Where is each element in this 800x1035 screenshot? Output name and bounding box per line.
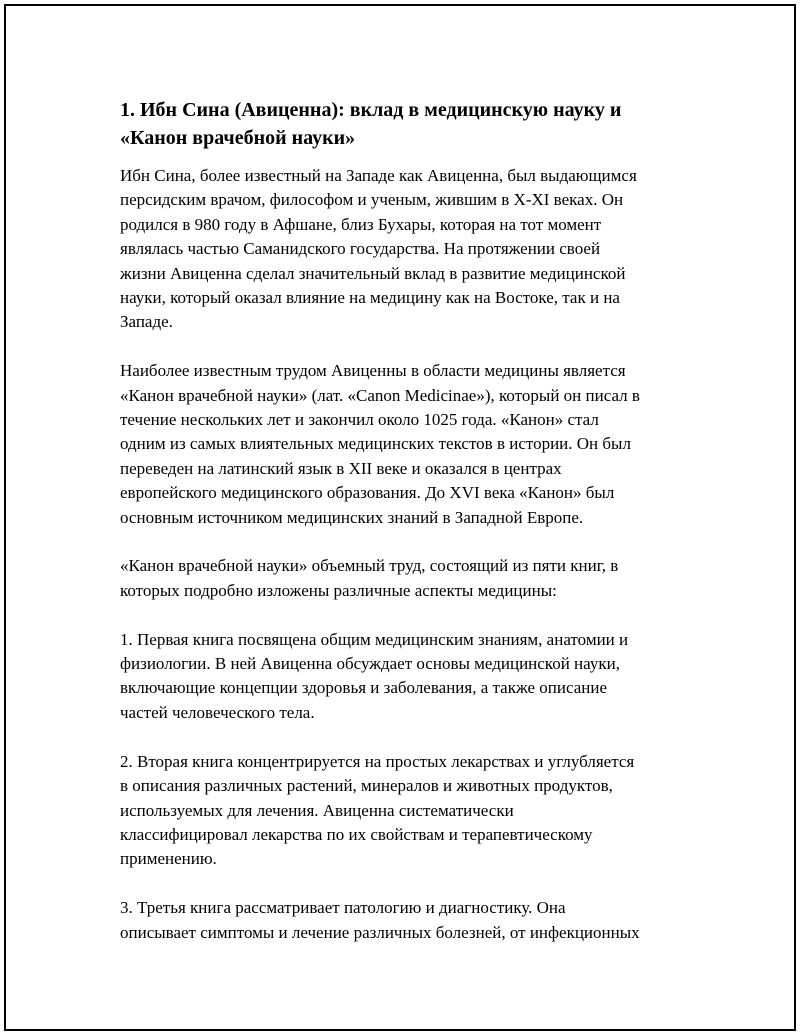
text-line: Западе. [120,312,173,332]
paragraph-intro [120,164,700,335]
text-line: 2. Вторая книга концентрируется на простых лекарствах и углубляется [120,751,635,771]
text-line: европейского медицинского образования. До XVI века «Канон» был [120,483,615,503]
text-line: классифицировал лекарства по их свойствам и терапевтическому [120,824,593,844]
document-page [4,4,796,1031]
text-line: «Канон врачебной науки» (лат. «Canon Medicinae»), который он писал в [120,385,640,405]
paragraph-book-2 [120,750,700,872]
document-body [120,96,700,969]
heading-line: «Канон врачебной науки» [120,127,356,149]
text-line: переведен на латинский язык в XII веке и оказался в центрах [120,458,562,478]
text-line: течение нескольких лет и закончил около 1025 года. «Канон» стал [120,410,599,430]
text-line: которых подробно изложены различные аспекты медицины: [120,580,557,600]
text-line: описывает симптомы и лечение различных болезней, от инфекционных [120,922,640,942]
text-line: включающие концепции здоровья и заболевания, а также описание [120,678,607,698]
text-line: 1. Первая книга посвящена общим медицинским знаниям, анатомии и [120,629,629,649]
text-line: науки, который оказал влияние на медицину как на Востоке, так и на [120,288,620,308]
text-line: основным источником медицинских знаний в Западной Европе. [120,507,584,527]
text-line: используемых для лечения. Авиценна систематически [120,800,514,820]
paragraph-canon [120,359,700,530]
text-line: в описания различных растений, минералов и животных продуктов, [120,776,613,796]
text-line: Ибн Сина, более известный на Западе как Авиценна, был выдающимся [120,166,637,185]
paragraph-structure [120,554,700,603]
text-line: 3. Третья книга рассматривает патологию и диагностику. Она [120,898,566,918]
text-line: родился в 980 году в Афшане, близ Бухары, которая на тот момент [120,214,602,234]
text-line: частей человеческого тела. [120,702,315,722]
text-line: применению. [120,849,217,869]
section-heading [120,96,700,152]
paragraph-book-1 [120,628,700,726]
text-line: персидским врачом, философом и ученым, жившим в X-XI веках. Он [120,190,624,210]
text-line: Наиболее известным трудом Авиценны в области медицины является [120,361,626,381]
text-line: физиологии. В ней Авиценна обсуждает основы медицинской науки, [120,654,620,674]
text-line: жизни Авиценна сделал значительный вклад в развитие медицинской [120,263,626,283]
paragraph-book-3 [120,896,700,945]
text-line: «Канон врачебной науки» объемный труд, состоящий из пяти книг, в [120,556,619,576]
text-line: одним из самых влиятельных медицинских текстов в истории. Он был [120,434,631,454]
text-line: являлась частью Саманидского государства. На протяжении своей [120,239,601,259]
heading-line: 1. Ибн Сина (Авиценна): вклад в медицинскую науку и [120,99,622,121]
